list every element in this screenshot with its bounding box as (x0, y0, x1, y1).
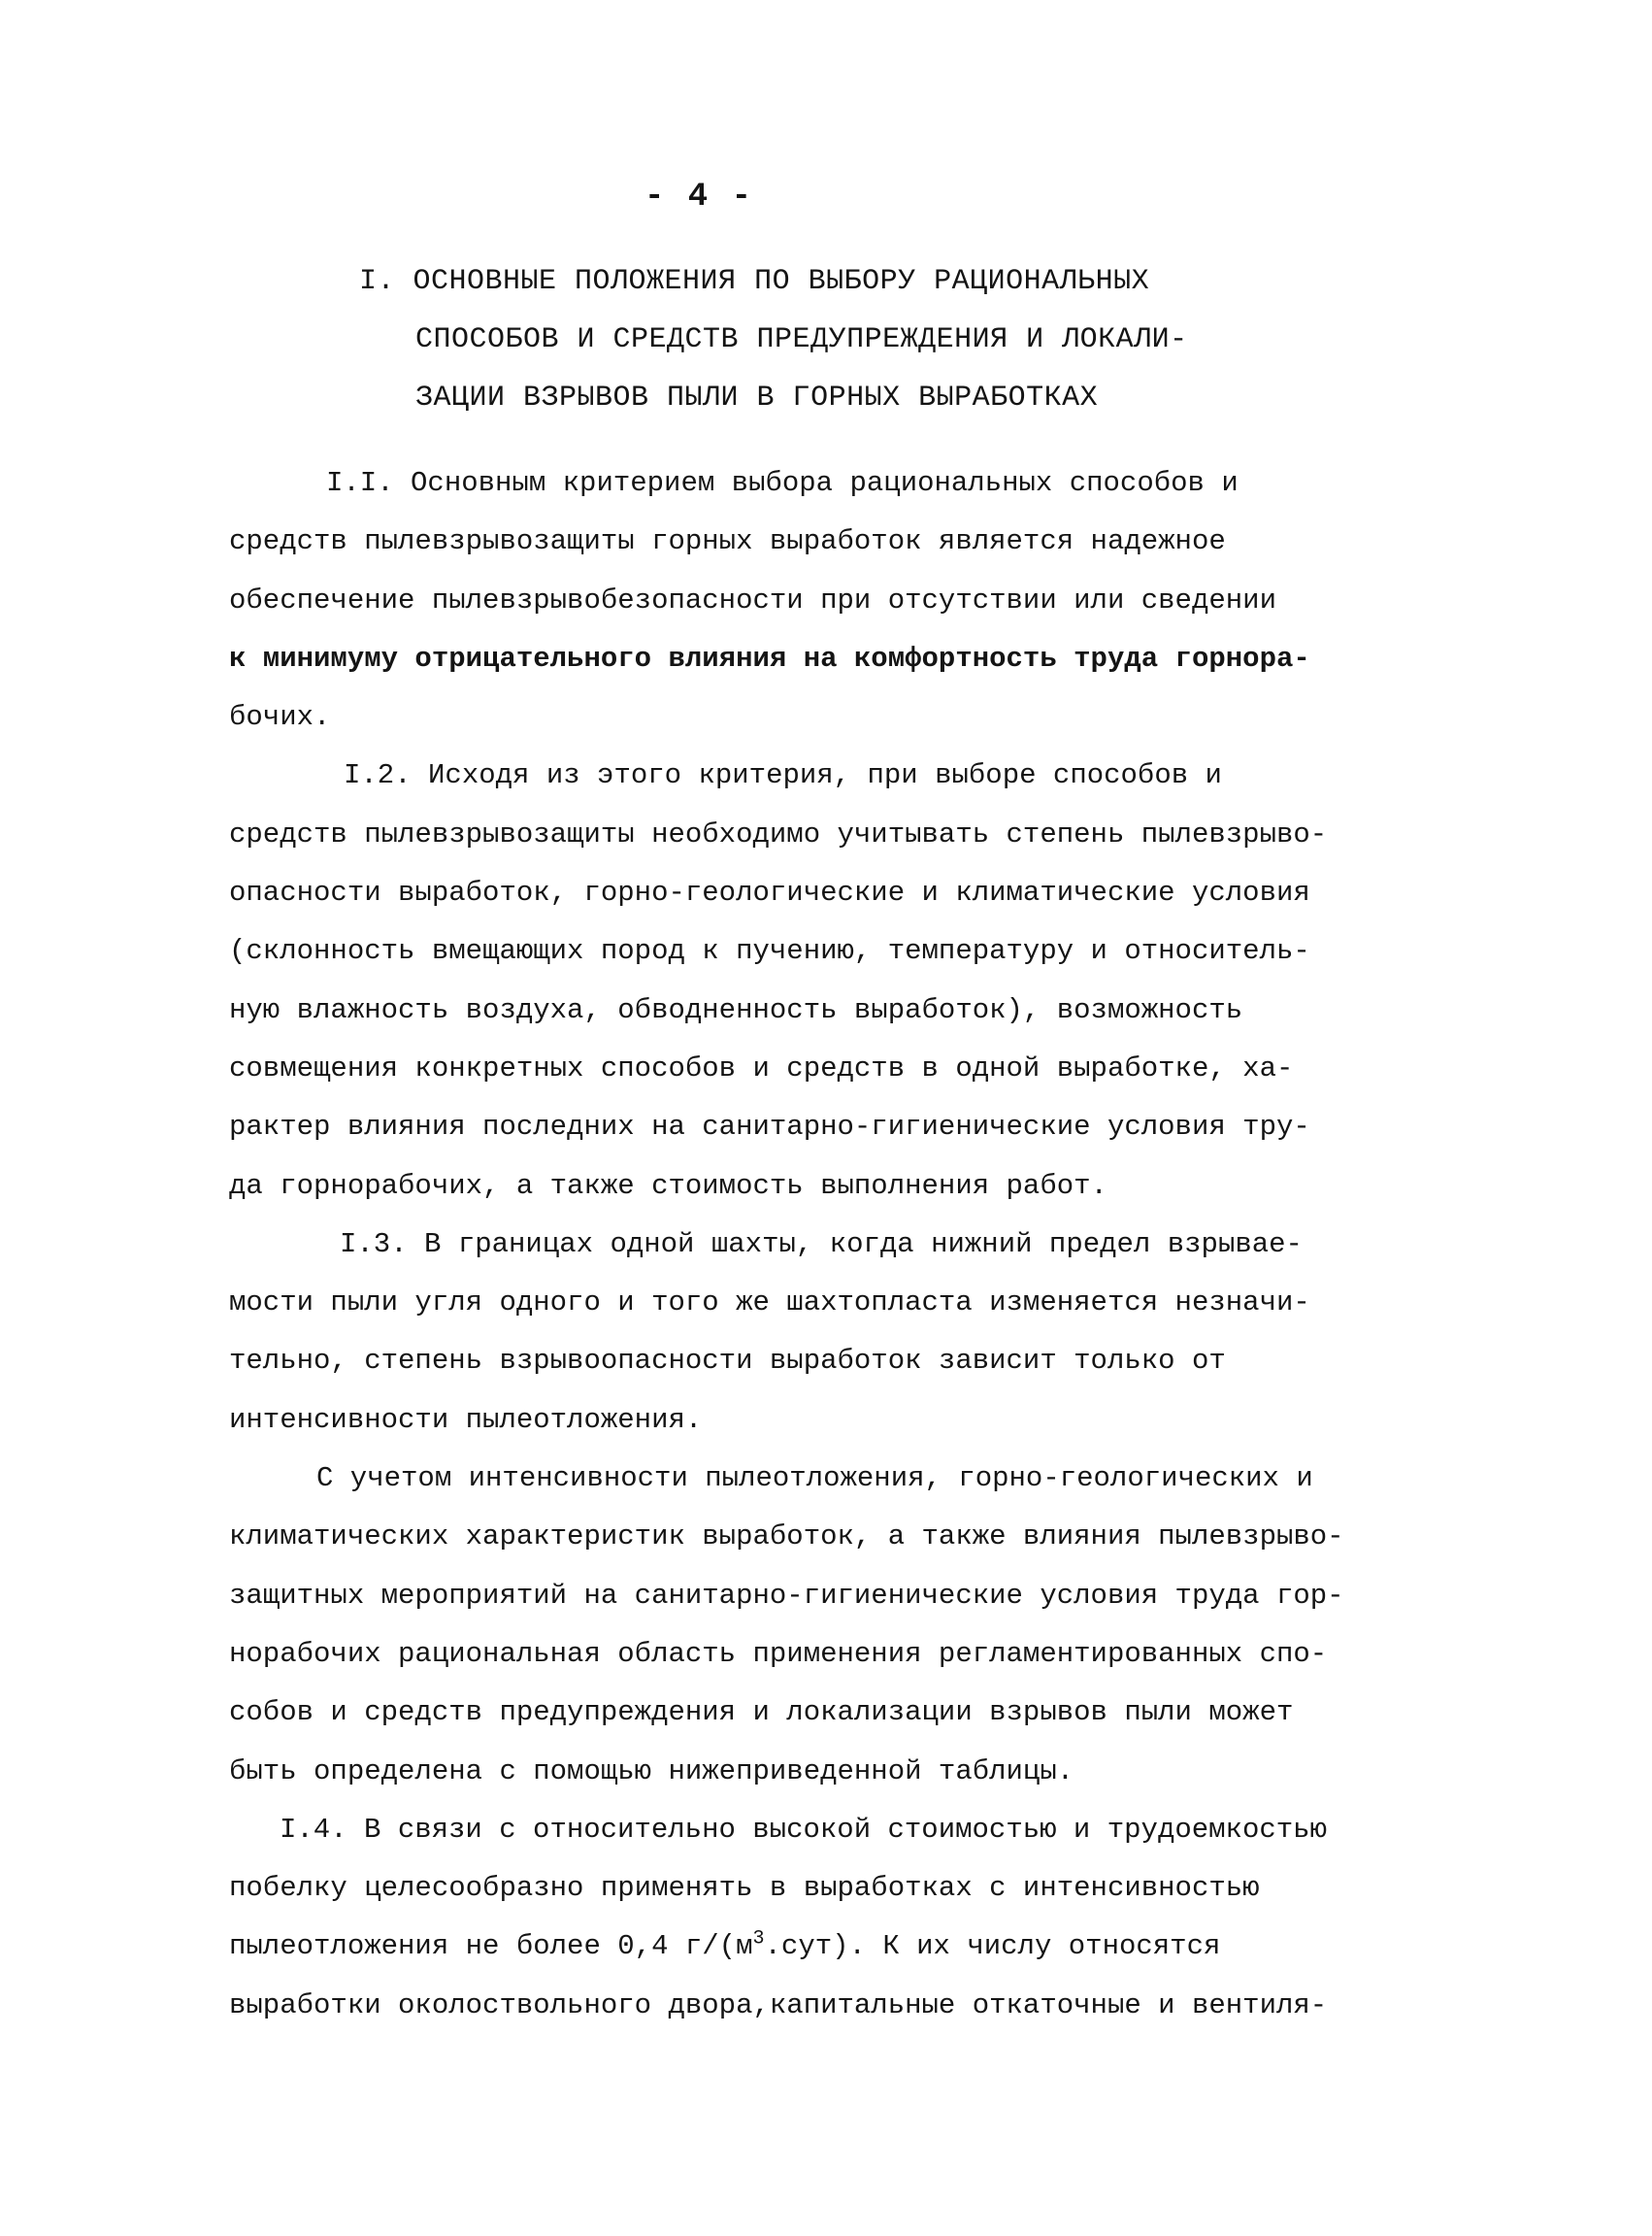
text-line: (склонность вмещающих пород к пучению, температуру и относитель- (229, 935, 1310, 968)
text-line: рактер влияния последних на санитарно-гигиенические условия тру- (229, 1111, 1310, 1144)
page-number: - 4 - (644, 179, 754, 216)
superscript: 3 (752, 1927, 765, 1951)
text-line: средств пылевзрывозащиты необходимо учитывать степень пылевзрыво- (229, 818, 1328, 851)
text-line: быть определена с помощью нижеприведенной таблицы. (229, 1754, 1074, 1787)
text-line: к минимуму отрицательного влияния на комфортность труда горнора- (229, 642, 1310, 675)
text-line-with-superscript (229, 1918, 1423, 1976)
text-segment: пылеотложения не более 0,4 г/(м (229, 1930, 753, 1963)
text-line: I.4. В связи с относительно высокой стоимостью и трудоемкостью (280, 1813, 1327, 1846)
text-line: I.3. В границах одной шахты, когда нижний предел взрывае- (340, 1227, 1303, 1260)
text-line: выработки околоствольного двора,капитальные откаточные и вентиля- (229, 1988, 1328, 2021)
text-line: интенсивности пылеотложения. (229, 1403, 703, 1436)
paragraph-c (229, 1450, 1423, 1801)
paragraph-1-3 (229, 1216, 1423, 1450)
heading-line-2: СПОСОБОВ И СРЕДСТВ ПРЕДУПРЕЖДЕНИЯ И ЛОКАЛИ- (415, 323, 1188, 356)
text-line: побелку целесообразно применять в выработках с интенсивностью (229, 1872, 1260, 1905)
text-line: средств пылевзрывозащиты горных выработок является надежное (229, 525, 1226, 558)
text-line: С учетом интенсивности пылеотложения, горно-геологических и (316, 1462, 1313, 1495)
text-segment: .сут). К их числу относятся (764, 1930, 1221, 1963)
text-line: мости пыли угля одного и того же шахтопласта изменяется незначи- (229, 1286, 1310, 1319)
section-heading (359, 252, 1330, 427)
text-line: климатических характеристик выработок, а также влияния пылевзрыво- (229, 1520, 1344, 1553)
text-line: обеспечение пылевзрывобезопасности при отсутствии или сведении (229, 584, 1276, 617)
heading-line-1: I. ОСНОВНЫЕ ПОЛОЖЕНИЯ ПО ВЫБОРУ РАЦИОНАЛЬНЫХ (359, 265, 1150, 298)
heading-line-3: ЗАЦИИ ВЗРЫВОВ ПЫЛИ В ГОРНЫХ ВЫРАБОТКАХ (415, 382, 1099, 415)
text-line: опасности выработок, горно-геологические и климатические условия (229, 877, 1310, 910)
document-body (229, 454, 1423, 2035)
text-line: совмещения конкретных способов и средств в одной выработке, ха- (229, 1051, 1294, 1085)
text-line: защитных мероприятий на санитарно-гигиенические условия труда гор- (229, 1579, 1344, 1612)
text-line: бочих. (229, 701, 331, 734)
paragraph-1-2 (229, 747, 1423, 1215)
paragraph-1-4 (229, 1801, 1423, 2035)
text-line: норабочих рациональная область применения регламентированных спо- (229, 1637, 1328, 1670)
text-line: собов и средств предупреждения и локализации взрывов пыли может (229, 1696, 1294, 1729)
text-line: тельно, степень взрывоопасности выработок зависит только от (229, 1345, 1226, 1378)
text-line: I.I. Основным критерием выбора рациональных способов и (326, 467, 1239, 499)
text-line: да горнорабочих, а также стоимость выполнения работ. (229, 1169, 1107, 1202)
paragraph-1-1 (229, 454, 1423, 747)
text-line: I.2. Исходя из этого критерия, при выборе способов и (344, 759, 1222, 792)
text-line: ную влажность воздуха, обводненность выработок), возможность (229, 993, 1243, 1026)
